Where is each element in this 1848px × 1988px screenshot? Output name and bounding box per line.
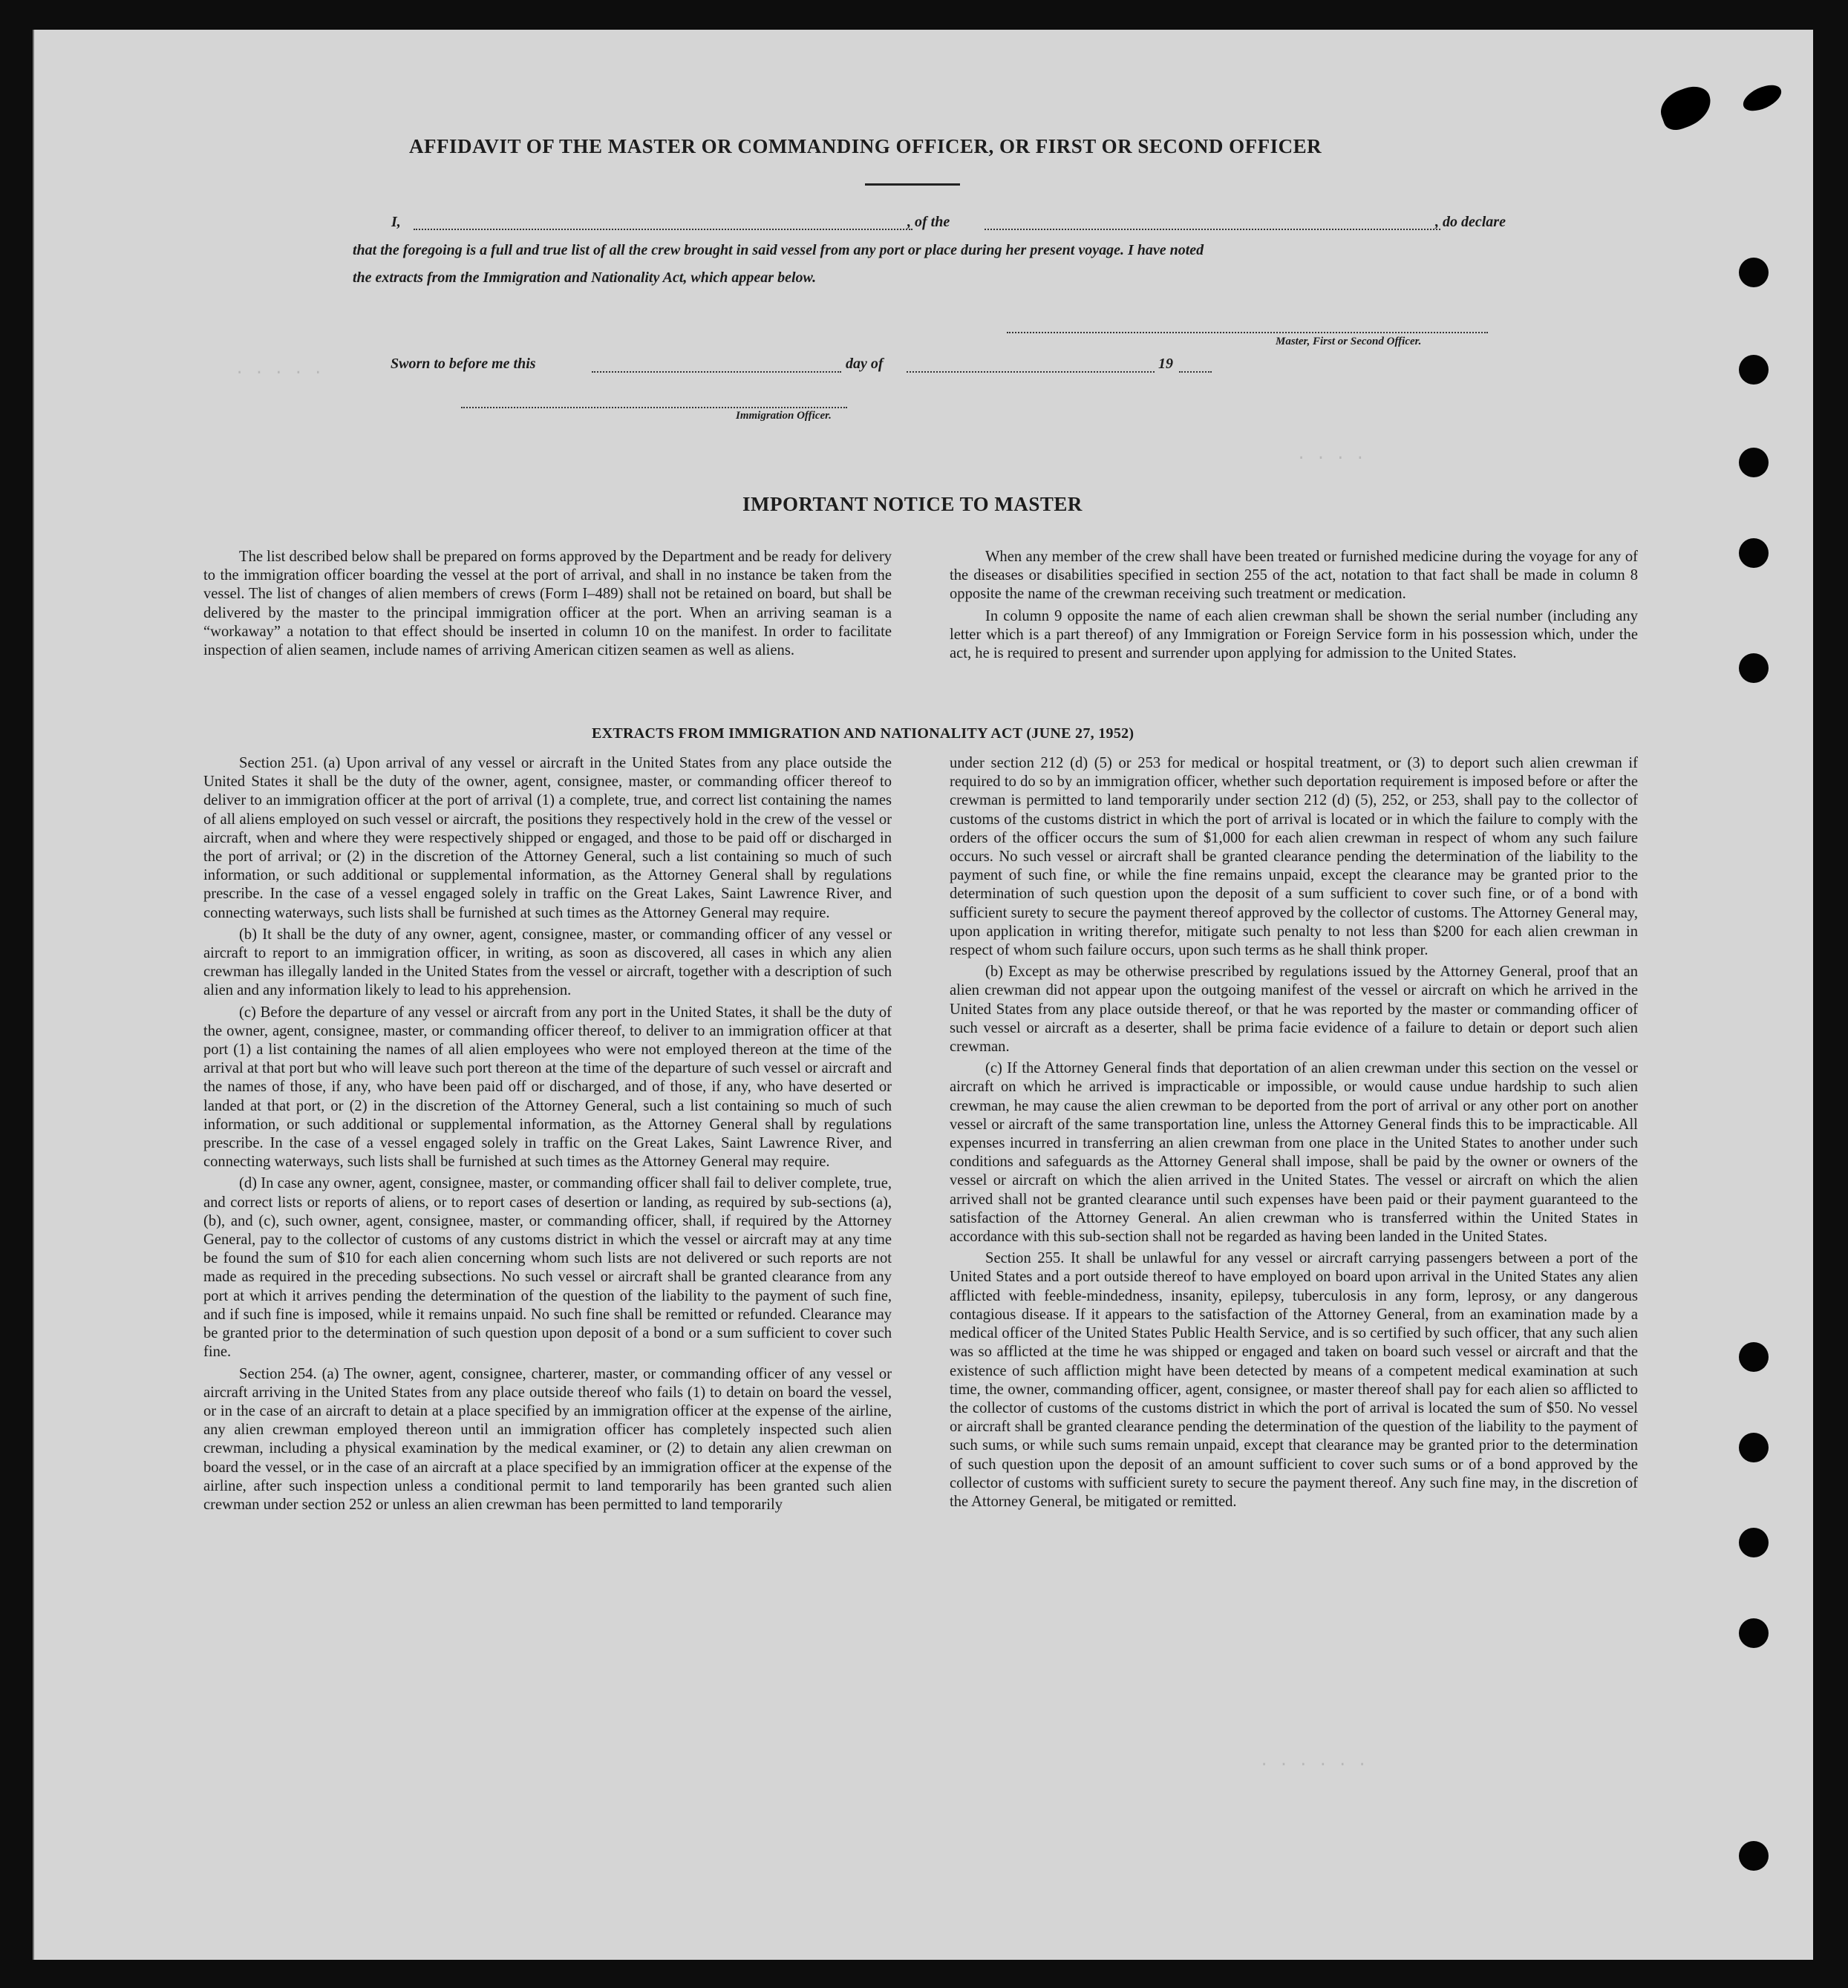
document-page: [33, 30, 1813, 1960]
declaration-line: the extracts from the Immigration and Nationality Act, which appear below.: [353, 269, 817, 286]
punch-hole: [1739, 538, 1769, 568]
ink-blot: [1656, 82, 1717, 134]
extract-paragraph: (c) If the Attorney General finds that deportation of an alien crewman under this section on the vessel or aircraft on which he arrived is impracticable or impossible, or would cause undue hardship to such alien crewman, he may cause the alien crewman to be deported from the port of arrival or any other port on another vessel or aircraft of the same transportation line, unless the Attorney General finds this to be impracticable. All expenses incurred in transferring an alien crewman from one place in the United States to another under such conditions and safeguards as the Attorney General shall impose, shall be paid by the owner or owners of the vessel or aircraft on which the alien arrived in the United States. The vessel or aircraft on which the alien arrived shall not be granted clearance until such expenses have been paid or their payment guaranteed to the satisfaction of the Attorney General. An alien crewman who is transferred within the United States in accordance with this sub-section shall not be regarded as having been landed in the United States.: [950, 1060, 1638, 1246]
extract-paragraph: (d) In case any owner, agent, consignee, master, or commanding officer shall fail to deliver complete, true, and correct lists or reports of aliens, or to report cases of desertion or landing, as required by sub-sections (a), (b), and (c), such owner, agent, consignee, master, or commanding officer, shall, if required by the Attorney General, pay to the collector of customs of any customs district in which the vessel or aircraft may at any time be found the sum of $10 for each alien concerning whom such lists are not delivered or such reports are not made as required in the preceding subsections. No such vessel or aircraft shall be granted clearance from any port at which it arrives pending the determination of the question of the liability to the payment of such fine, and if such fine is imposed, while it remains unpaid. No such fine shall be remitted or refunded. Clearance may be granted prior to the determination of such question upon deposit of a bond or a sum sufficient to cover such fine.: [203, 1175, 892, 1361]
extract-paragraph: (c) Before the departure of any vessel or aircraft from any port in the United States, it shall be the duty of the owner, agent, consignee, master, or commanding officer thereof, to deliver to an immigration officer at that port (1) a list containing the names of all alien employees who were not employed thereon at the time of the arrival at that port but who will leave such port thereon at the time of the departure of such vessel or aircraft and the names of those, if any, who have been paid off or discharged, and of those, if any, who have deserted or landed at that port, or (2) in the discretion of the Attorney General, such a list containing so much of such information, or such additional or supplemental information, as the Attorney General shall by regulations prescribe. In the case of a vessel engaged solely in traffic on the Great Lakes, Saint Lawrence River, and connecting waterways, such lists shall be furnished at such times as the Attorney General may require.: [203, 1004, 892, 1171]
punch-hole: [1739, 1433, 1769, 1462]
punch-hole: [1739, 355, 1769, 385]
notice-left-column: [203, 548, 892, 663]
declaration-line: that the foregoing is a full and true list of all the crew brought in said vessel from any port or place during her present voyage. I have noted: [353, 242, 1204, 258]
extract-paragraph: Section 251. (a) Upon arrival of any vessel or aircraft in the United States from any place outside the United States it shall be the duty of the owner, agent, consignee, master, or commanding officer thereof to deliver to an immigration officer at the port of arrival (1) a complete, true, and correct list containing the names of all aliens employed on such vessel or aircraft, the positions they respectively hold in the crew of the vessel or aircraft, when and where they were respectively shipped or engaged, and those to be paid off or discharged in the port of arrival; or (2) in the discretion of the Attorney General, such a list containing so much of such information, or such additional or supplemental information, as the Attorney General shall by regulations prescribe. In the case of a vessel engaged solely in traffic on the Great Lakes, Saint Lawrence River, and connecting waterways, such lists shall be furnished at such times as the Attorney General may require.: [203, 755, 892, 921]
punch-hole: [1739, 258, 1769, 287]
notice-paragraph: When any member of the crew shall have been treated or furnished medicine during the voyage for any of the diseases or disabilities specified in section 255 of the act, notation to that fact shall be made in column 8 opposite the name of the crewman receiving such treatment or medication.: [950, 549, 1638, 603]
extracts-right-column: [950, 754, 1638, 1514]
declarant-name-line[interactable]: [414, 229, 912, 230]
extracts-title: EXTRACTS FROM IMMIGRATION AND NATIONALITY ACT (JUNE 27, 1952): [592, 725, 1134, 742]
notice-paragraph: The list described below shall be prepared on forms approved by the Department and be ready for delivery to the immigration officer boarding the vessel at the port of arrival, and shall in no instance be taken from the vessel. The list of changes of alien members of crews (Form I–489) shall not be retained on board, but shall be delivered by the master to the principal immigration officer at the port. When an arriving seaman is a “workaway” a notation to that effect should be inserted in column 10 on the manifest. In order to facilitate inspection of alien seamen, include names of arriving American citizen seamen as well as aliens.: [203, 549, 892, 659]
do-declare-label: , do declare: [1435, 214, 1506, 230]
punch-hole: [1739, 1841, 1769, 1871]
sworn-label: Sworn to before me this: [391, 356, 536, 372]
year-label: 19: [1158, 356, 1173, 372]
vessel-name-line[interactable]: [985, 229, 1440, 230]
extract-paragraph: under section 212 (d) (5) or 253 for medical or hospital treatment, or (3) to deport such alien crewman if required to do so by an immigration officer, whether such deportation requirement is imposed before or after the crewman is permitted to land temporarily under section 212 (d) (5), 252, or 253, shall pay to the collector of customs of the customs district in which the port of arrival is located or in which the failure to comply with the orders of the officer occurs the sum of $1,000 for each alien crewman in respect of whom any such failure occurs. No such vessel or aircraft shall be granted clearance pending the determination of the liability to the payment of such fine, or while the fine remains unpaid, except the clearance may be granted prior to the determination of such question upon the deposit of a sum sufficient to cover such fine, or of a bond with sufficient surety to secure the payment thereof approved by the collector of customs. The Attorney General may, upon application in writing therefor, mitigate such penalty to not less than $200 for each alien crewman in respect of whom such failure occurs, upon such terms as he shall think proper.: [950, 755, 1638, 959]
extracts-left-column: [203, 754, 892, 1517]
declarant-label: I,: [391, 214, 401, 230]
notice-right-column: [950, 548, 1638, 666]
sworn-year-line[interactable]: [1179, 371, 1212, 373]
punch-hole: [1739, 1618, 1769, 1648]
title-underline: [865, 183, 960, 186]
notice-title: IMPORTANT NOTICE TO MASTER: [742, 493, 1083, 515]
punch-hole: [1739, 653, 1769, 683]
extract-paragraph: (b) Except as may be otherwise prescribed by regulations issued by the Attorney General, proof that an alien crewman did not appear upon the outgoing manifest of the vessel or aircraft on which he arrived in the United States from any place outside thereof, or that he was reported by the master or commanding officer of such vessel or aircraft as a deserter, shall be prima facie evidence of a failure to detain or deport such alien crewman.: [950, 964, 1638, 1056]
officer-signature-label: Immigration Officer.: [736, 410, 832, 422]
punch-hole: [1739, 1342, 1769, 1372]
bleed-through-mark: . . . . . .: [1259, 1752, 1368, 1770]
day-of-label: day of: [846, 356, 884, 372]
bleed-through-mark: . . . . .: [235, 360, 323, 379]
officer-signature-line[interactable]: [461, 407, 847, 408]
master-signature-label: Master, First or Second Officer.: [1276, 336, 1422, 347]
of-the-label: , of the: [907, 214, 950, 230]
sworn-month-line[interactable]: [907, 371, 1155, 373]
sworn-day-line[interactable]: [592, 371, 841, 373]
punch-hole: [1739, 1528, 1769, 1557]
ink-blot: [1740, 80, 1786, 117]
affidavit-title: AFFIDAVIT OF THE MASTER OR COMMANDING OFFICER, OR FIRST OR SECOND OFFICER: [409, 135, 1322, 157]
punch-hole: [1739, 448, 1769, 477]
extract-paragraph: Section 255. It shall be unlawful for any vessel or aircraft carrying passengers between a port of the United States and a port outside thereof to have employed on board upon arrival in the United States any alien afflicted with feeble-mindedness, insanity, epilepsy, tuberculosis in any form, leprosy, or any dangerous contagious disease. If it appears to the satisfaction of the Attorney General, from an examination made by a medical officer of the United States Public Health Service, and is so certified by such officer, that any such alien was so afflicted at the time he was shipped or engaged and taken on board such vessel or aircraft and that the existence of such affliction might have been detected by means of a competent medical examination at such time, the owner, commanding officer, agent, consignee, or master thereof shall pay for each alien so afflicted to the collector of customs of the customs district in which the port of arrival is located the sum of $50. No vessel or aircraft shall be granted clearance pending the determination of the question of the liability to the payment of such sums, or while such sums remain unpaid, except that clearance may be granted prior to the determination of such question upon the deposit of an amount sufficient to cover such sums or of a bond approved by the collector of customs with sufficient surety to secure the payment thereof. Any such fine may, in the discretion of the Attorney General, be mitigated or remitted.: [950, 1250, 1638, 1510]
notice-paragraph: In column 9 opposite the name of each alien crewman shall be shown the serial number (including any letter which is a part thereof) of any Immigration or Foreign Service form in his possession which, under the act, he is required to present and surrender upon applying for admission to the United States.: [950, 607, 1638, 662]
master-signature-line[interactable]: [1007, 332, 1488, 333]
extract-paragraph: (b) It shall be the duty of any owner, agent, consignee, master, or commanding officer of any vessel or aircraft to report to an immigration officer, in writing, as soon as discovered, all cases in which any alien crewman has illegally landed in the United States from the vessel or aircraft, together with a description of such alien and any information likely to lead to his apprehension.: [203, 926, 892, 999]
extract-paragraph: Section 254. (a) The owner, agent, consignee, charterer, master, or commanding officer of any vessel or aircraft arriving in the United States from any place outside thereof who fails (1) to detain on board the vessel, or in the case of an aircraft to detain at a place specified by an immigration officer at the expense of the airline, any alien crewman employed thereon until an immigration officer has completely inspected such alien crewman, including a physical examination by the medical examiner, or (2) to detain any alien crewman on board the vessel, or in the case of an aircraft at a place specified by an immigration officer at the expense of the airline, after such inspection unless a conditional permit to land temporarily has been granted such alien crewman under section 252 or unless an alien crewman has been permitted to land temporarily: [203, 1365, 892, 1513]
bleed-through-mark: . . . .: [1296, 445, 1365, 464]
